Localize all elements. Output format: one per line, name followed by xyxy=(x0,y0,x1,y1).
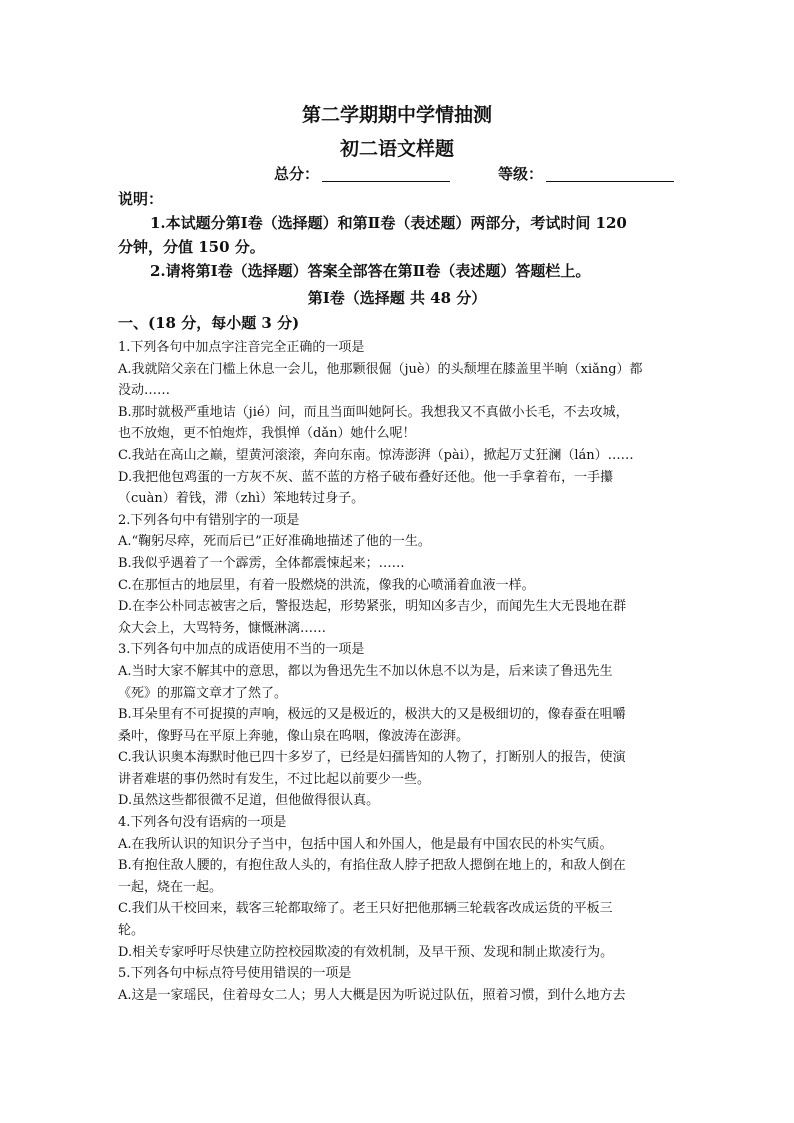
text-line: 桑叶，像野马在平原上奔驰，像山泉在呜咽，像波涛在澎湃。 xyxy=(118,728,470,744)
text-line: 讲者难堪的事仍然时有发生，不过比起以前要少一些。 xyxy=(118,771,431,787)
total-label: 总分： xyxy=(274,165,320,183)
text-line: C.我们从干校回来，载客三轮都取缔了。老王只好把他那辆三轮载客改成运货的平板三 xyxy=(118,901,613,917)
text-line: C.我认识奥本海默时他已四十多岁了，已经是妇孺皆知的人物了，打断别人的报告，使演 xyxy=(118,750,626,766)
part1-title: 第Ⅰ卷（选择题 共 48 分） xyxy=(307,289,487,307)
instruction-item-1-cont: 分钟，分值 150 分。 xyxy=(118,238,265,256)
section1-heading: 一、(18 分，每小题 3 分) xyxy=(118,314,300,332)
instruction-item-2: 2.请将第Ⅰ卷（选择题）答案全部答在第Ⅱ卷（表述题）答题栏上。 xyxy=(150,262,591,280)
text-line: A.我就陪父亲在门槛上休息一会儿，他那颗很倔（juè）的头颓埋在膝盖里半晌（xiǎng）都 xyxy=(118,361,643,377)
text-line: C.我站在高山之巅，望黄河滚滚，奔向东南。惊涛澎湃（pài），掀起万丈狂澜（lán）…… xyxy=(118,447,634,463)
text-line: A.“鞠躬尽瘁，死而后已”正好准确地描述了他的一生。 xyxy=(118,534,431,550)
text-line: C.在那恒古的地层里，有着一股燃烧的洪流，像我的心喷涌着血液一样。 xyxy=(118,577,535,593)
text-line: A.这是一家瑶民，住着母女二人；男人大概是因为听说过队伍，照着习惯，到什么地方去 xyxy=(118,987,626,1003)
text-line: B.耳朵里有不可捉摸的声响，极远的又是极近的，极洪大的又是极细切的，像春蚕在咀嚼 xyxy=(118,707,626,723)
exam-subtitle: 初二语文样题 xyxy=(339,138,454,160)
text-line: 5.下列各句中标点符号使用错误的一项是 xyxy=(118,966,352,982)
instruction-item-1 xyxy=(118,211,678,235)
text-line: 也不放炮，更不怕炮炸，我惧惮（dǎn）她什么呢！ xyxy=(118,426,416,442)
text-line: B.我似乎遇着了一个霹雳，全体都震悚起来；…… xyxy=(118,555,405,571)
grade-label: 等级： xyxy=(498,165,544,183)
text-line: 没动…… xyxy=(118,383,171,399)
text-line: 一起，烧在一起。 xyxy=(118,879,223,895)
text-line: 轮。 xyxy=(118,923,145,939)
text-line: 4.下列各句没有语病的一项是 xyxy=(118,815,287,831)
grade-field[interactable] xyxy=(546,181,674,182)
text-line: B.那时就极严重地诘（jié）问，而且当面叫她阿长。我想我又不真做小长毛，不去攻城， xyxy=(118,404,629,420)
text-line: B.有抱住敌人腰的，有抱住敌人头的，有掐住敌人脖子把敌人摁倒在地上的，和敌人倒在 xyxy=(118,858,626,874)
total-score-field[interactable] xyxy=(322,181,450,182)
text-line: A.在我所认识的知识分子当中，包括中国人和外国人，他是最有中国农民的朴实气质。 xyxy=(118,836,613,852)
text-line: D.我把他包鸡蛋的一方灰不灰、蓝不蓝的方格子破布叠好还他。他一手拿着布，一手攥 xyxy=(118,469,614,485)
text-line: A.当时大家不解其中的意思，都以为鲁迅先生不加以休息不以为是，后来读了鲁迅先生 xyxy=(118,663,613,679)
question-body xyxy=(118,337,678,1006)
text-line: 众大会上，大骂特务，慷慨淋漓…… xyxy=(118,620,327,636)
score-fields xyxy=(270,163,690,185)
exam-title: 第二学期期中学情抽测 xyxy=(301,104,492,126)
instruction-item-1-line1: 1.本试题分第Ⅰ卷（选择题）和第Ⅱ卷（表述题）两部分，考试时间 120 xyxy=(150,214,627,232)
instructions-heading: 说明： xyxy=(118,190,164,208)
text-line: 2.下列各句中有错别字的一项是 xyxy=(118,512,300,528)
text-line: D.在李公朴同志被害之后，警报迭起，形势紧张，明知凶多吉少，而闻先生大无畏地在群 xyxy=(118,599,627,615)
text-line: D.虽然这些都很微不足道，但他做得很认真。 xyxy=(118,793,380,809)
text-line: D.相关专家呼吁尽快建立防控校园欺凌的有效机制，及早干预、发现和制止欺凌行为。 xyxy=(118,944,614,960)
text-line: 3.下列各句中加点的成语使用不当的一项是 xyxy=(118,642,365,658)
text-line: 《死》的那篇文章才了然了。 xyxy=(118,685,288,701)
text-line: 1.下列各句中加点字注音完全正确的一项是 xyxy=(118,340,365,355)
text-line: （cuàn）着钱，滞（zhì）笨地转过身子。 xyxy=(118,491,365,507)
